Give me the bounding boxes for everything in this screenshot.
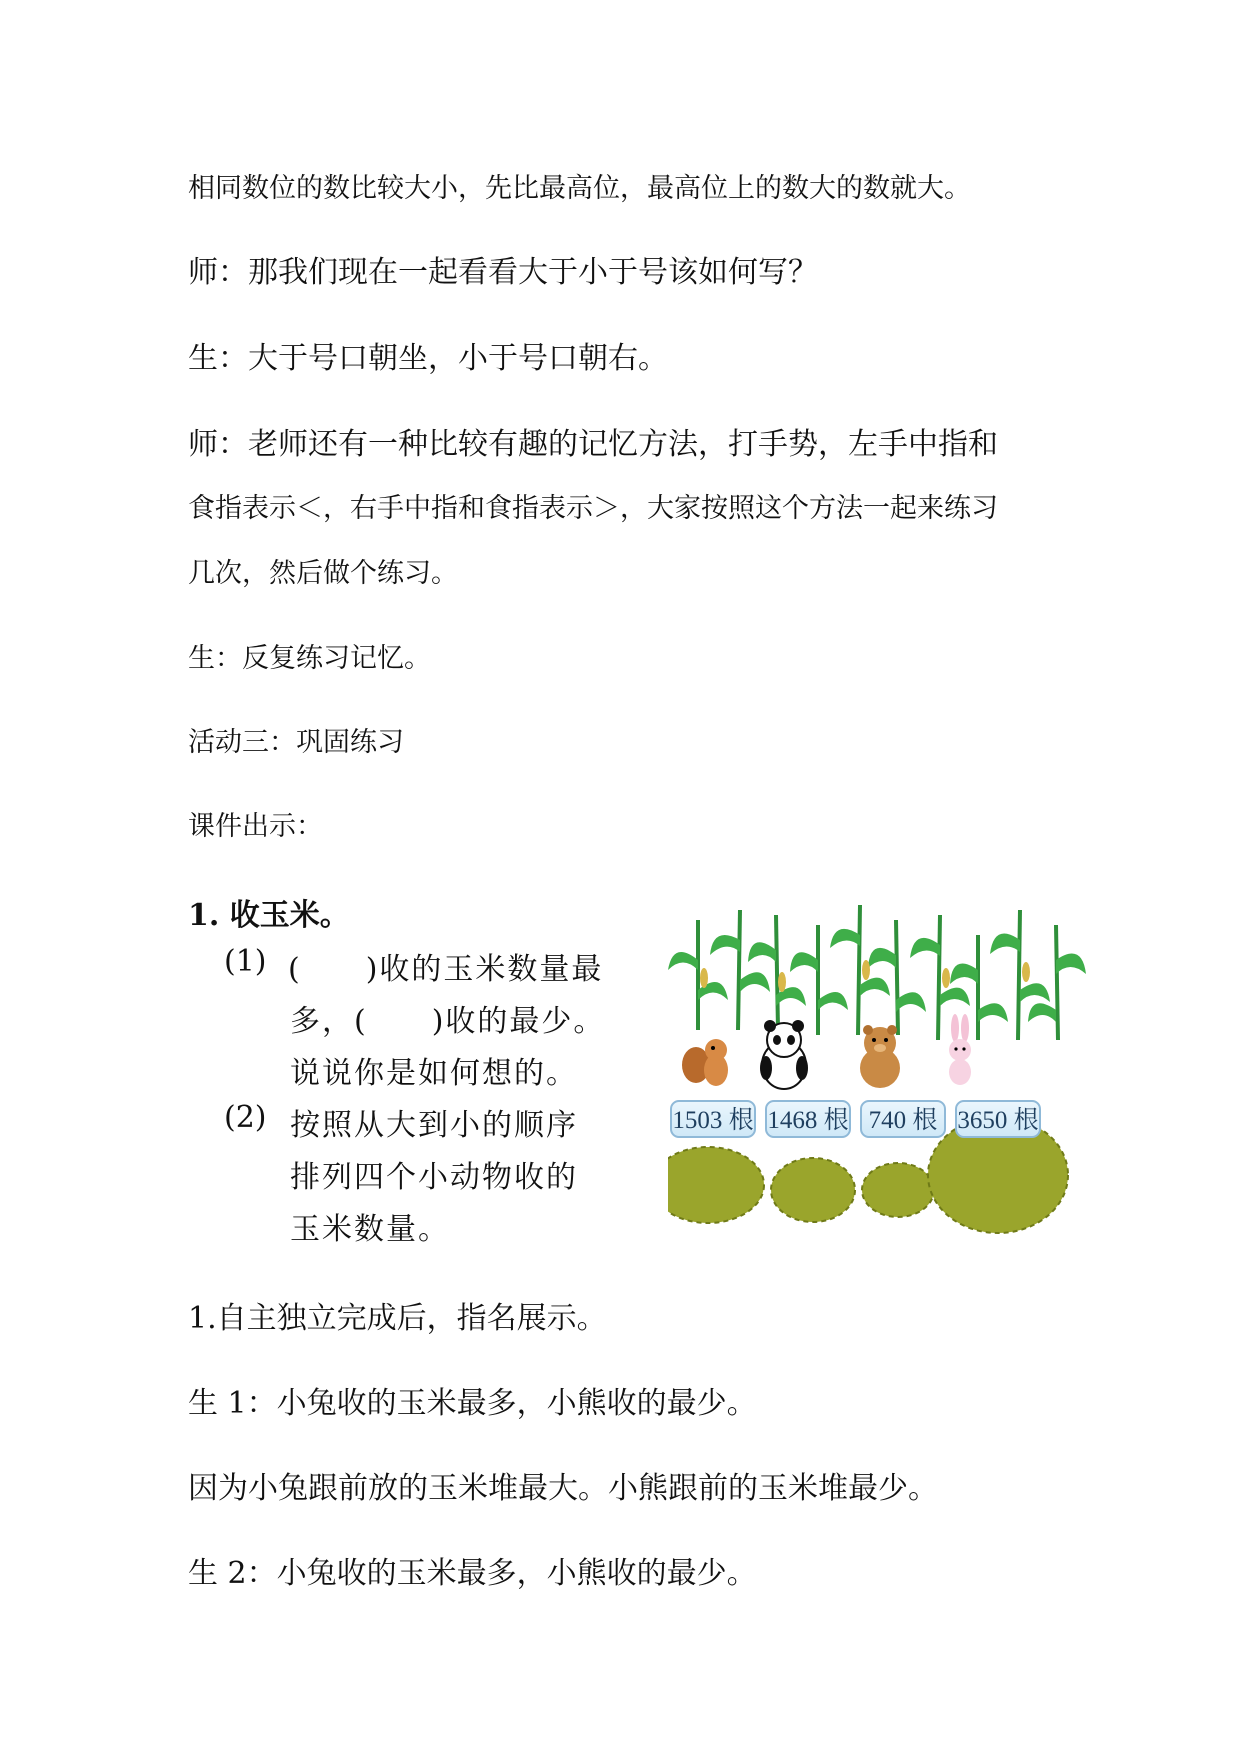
paragraph-teacher-method-line2: 食指表示＜，右手中指和食指表示＞，大家按照这个方法一起来练习: [188, 493, 998, 524]
paragraph-reason: 因为小兔跟前放的玉米堆最大。小熊跟前的玉米堆最少。: [188, 1471, 938, 1506]
paragraph-student-answer: 生：大于号口朝坐，小于号口朝右。: [188, 341, 668, 376]
label-bear-count: 740 根: [860, 1100, 946, 1138]
paragraph-student1-answer: 生 1：小兔收的玉米最多，小熊收的最少。: [188, 1386, 757, 1421]
bear-icon: [860, 1025, 900, 1088]
question-2-line2: 排列四个小动物收的: [290, 1160, 578, 1195]
squirrel-icon: [682, 1039, 728, 1086]
label-rabbit-count: 3650 根: [955, 1100, 1041, 1138]
question-2-line3: 玉米数量。: [290, 1212, 450, 1247]
label-squirrel-count: 1503 根: [670, 1100, 756, 1138]
paragraph-rule: 相同数位的数比较大小，先比最高位，最高位上的数大的数就大。: [188, 173, 971, 204]
question-1-number: (1): [224, 944, 267, 979]
paragraph-teacher-method-line1: 师：老师还有一种比较有趣的记忆方法，打手势，左手中指和: [188, 427, 998, 462]
paragraph-activity-three: 活动三：巩固练习: [188, 727, 404, 758]
paragraph-teacher-question: 师：那我们现在一起看看大于小于号该如何写？: [188, 255, 818, 290]
paragraph-student2-answer: 生 2：小兔收的玉米最多，小熊收的最少。: [188, 1556, 757, 1591]
label-panda-count: 1468 根: [765, 1100, 851, 1138]
question-1-line3: 说说你是如何想的。: [290, 1056, 578, 1091]
question-2-number: (2): [224, 1100, 267, 1135]
exercise-title: 1. 收玉米。: [188, 898, 350, 933]
paragraph-teacher-method-line3: 几次，然后做个练习。: [188, 558, 458, 589]
paragraph-student-practice: 生：反复练习记忆。: [188, 643, 431, 674]
corn-stalks: [698, 905, 1058, 1040]
question-1-line2: 多，( )收的最少。: [290, 1004, 606, 1039]
question-2-line1: 按照从大到小的顺序: [290, 1108, 578, 1143]
panda-icon: [760, 1020, 808, 1089]
question-1-line1: ( )收的玉米数量最: [288, 952, 604, 987]
corn-harvest-illustration: [668, 900, 1088, 1240]
paragraph-courseware: 课件出示：: [188, 811, 323, 842]
paragraph-independent-work: 1.自主独立完成后，指名展示。: [188, 1301, 607, 1336]
rabbit-icon: [949, 1014, 971, 1085]
